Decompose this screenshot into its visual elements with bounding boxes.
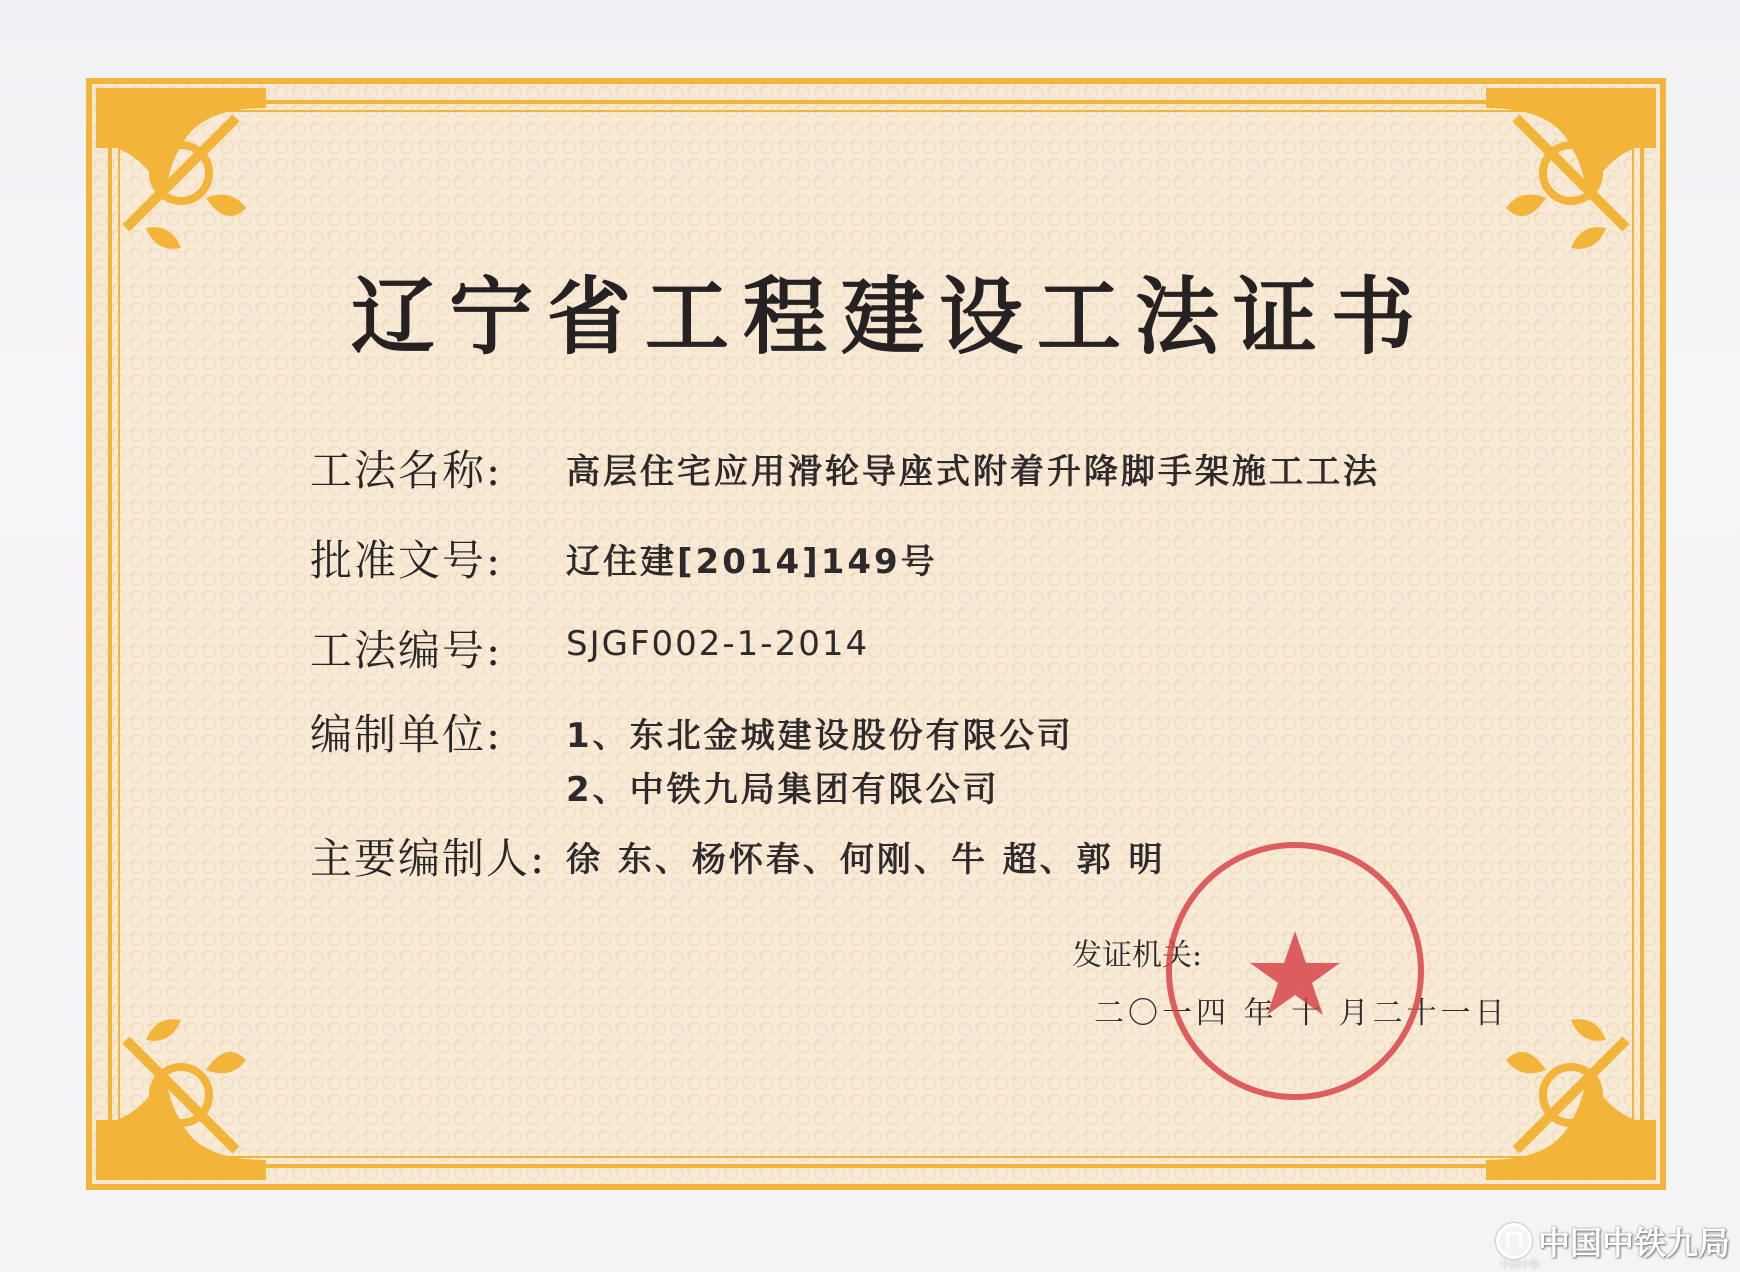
field-value: 高层住宅应用滑轮导座式附着升降脚手架施工工法 — [566, 452, 1380, 492]
certificate-title: 辽宁省工程建设工法证书 — [350, 267, 1429, 366]
field-label: 主要编制人: — [310, 834, 547, 883]
issuer-label: 发证机关: — [1072, 938, 1203, 973]
official-seal-icon — [1160, 836, 1430, 1106]
field-label: 编制单位: — [310, 710, 503, 759]
watermark-subtext: 中国中铁 — [1500, 1260, 1540, 1271]
field-value: 1、东北金城建设股份有限公司 — [566, 716, 1074, 756]
ornament-bottom-left-icon — [86, 1000, 276, 1190]
issue-date: 二〇一四 年 十 月二十一日 — [1094, 996, 1509, 1031]
field-value: 辽住建[2014]149号 — [566, 542, 938, 582]
field-value: 徐 东、杨怀春、何刚、牛 超、郭 明 — [566, 840, 1166, 880]
ornament-top-right-icon — [1476, 78, 1666, 268]
ornament-top-left-icon — [86, 78, 276, 268]
railway-logo-icon — [1496, 1223, 1532, 1259]
field-value: 2、中铁九局集团有限公司 — [566, 770, 1000, 810]
watermark-text: 中国中铁九局 — [1538, 1224, 1731, 1262]
field-label: 工法名称: — [310, 446, 503, 495]
field-label: 批准文号: — [310, 536, 503, 585]
field-label: 工法编号: — [310, 626, 503, 675]
field-value: SJGF002-1-2014 — [566, 624, 870, 664]
